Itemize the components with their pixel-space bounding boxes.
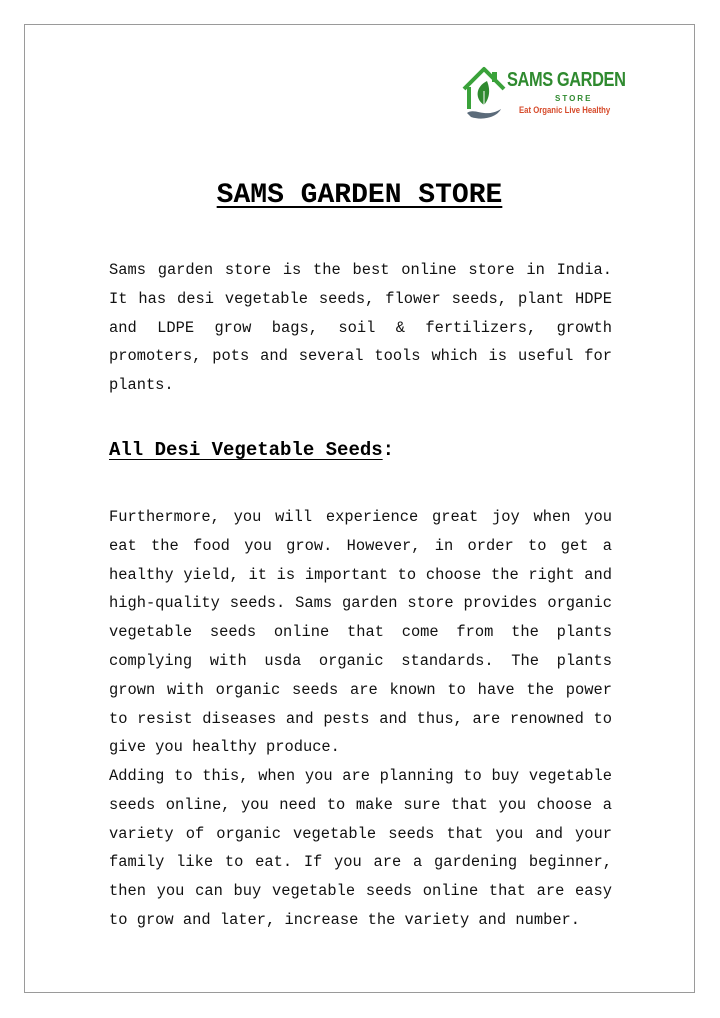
- section-heading-colon: :: [382, 439, 395, 461]
- document-page: [24, 24, 695, 993]
- body-paragraph-2: Adding to this, when you are planning to buy vegetable seeds online, you need to make sure that you choose a variety of organic vegetable seeds that you and your family like to eat. If you are a gardening beginner, then you can buy vegetable seeds online that are easy to grow and later, increase the variety and number.: [109, 767, 612, 929]
- page-title: [25, 180, 694, 211]
- house-plant-icon: [461, 63, 507, 123]
- page-title-text: SAMS GARDEN STORE: [216, 180, 503, 211]
- store-logo[interactable]: [461, 63, 626, 125]
- logo-tagline: Eat Organic Live Healthy: [519, 105, 611, 115]
- section-heading-text: All Desi Vegetable Seeds: [109, 439, 383, 461]
- intro-paragraph: Sams garden store is the best online store in India. It has desi vegetable seeds, flower seeds, plant HDPE and LDPE grow bags, soil & fertilizers, growth promoters, pots and several tools which is useful for plants.: [109, 261, 612, 395]
- section-heading: [109, 439, 394, 461]
- logo-sub: STORE: [555, 94, 593, 103]
- logo-name: SAMS GARDEN: [507, 69, 626, 91]
- body-paragraph-1: Furthermore, you will experience great joy when you eat the food you grow. However, in order to get a healthy yield, it is important to choose the right and high-quality seeds. Sams garden store provides organic vegetable seeds online that come from the plants complying with usda organic standards. The plants grown with organic seeds are known to have the power to resist diseases and pests and thus, are renowned to give you healthy produce.: [109, 508, 612, 757]
